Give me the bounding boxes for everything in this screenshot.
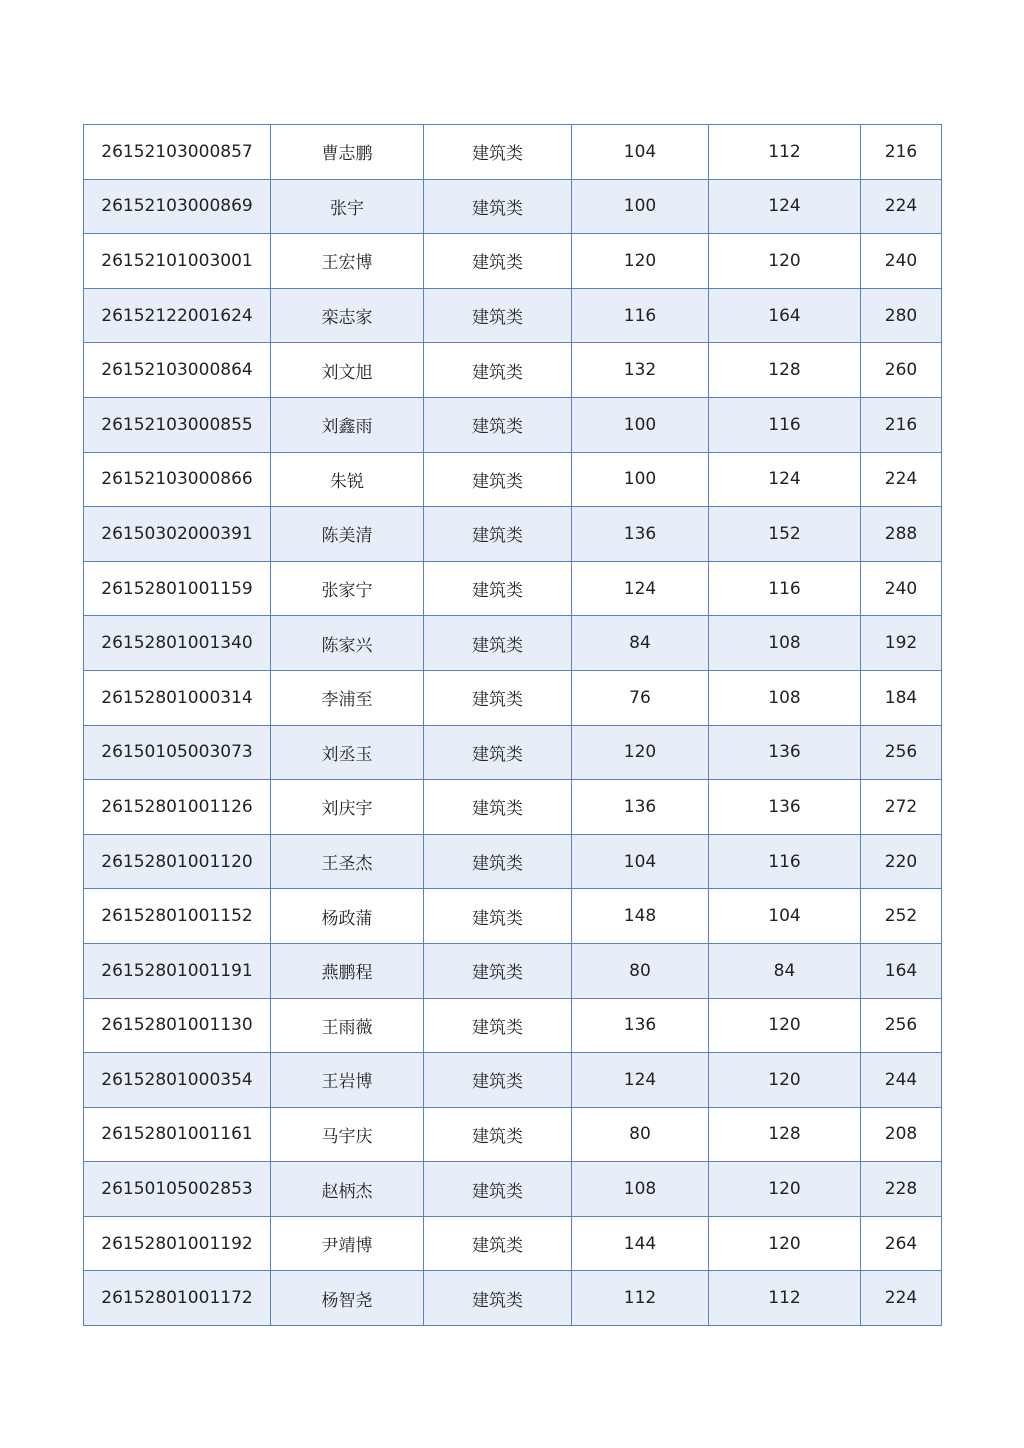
score-1-cell: 124 bbox=[572, 1053, 709, 1108]
score-table bbox=[83, 124, 942, 1326]
score-1-cell: 120 bbox=[572, 234, 709, 289]
candidate-name-cell: 张宇 bbox=[271, 179, 424, 234]
candidate-name-cell: 赵柄杰 bbox=[271, 1162, 424, 1217]
table-row bbox=[84, 397, 942, 452]
score-1-cell: 124 bbox=[572, 561, 709, 616]
score-2-cell: 136 bbox=[709, 725, 861, 780]
candidate-id-cell: 26152103000869 bbox=[84, 179, 271, 234]
table-row bbox=[84, 1162, 942, 1217]
category-cell: 建筑类 bbox=[424, 179, 572, 234]
total-score-cell: 208 bbox=[861, 1107, 942, 1162]
candidate-id-cell: 26152122001624 bbox=[84, 288, 271, 343]
score-1-cell: 100 bbox=[572, 179, 709, 234]
category-cell: 建筑类 bbox=[424, 943, 572, 998]
score-2-cell: 136 bbox=[709, 780, 861, 835]
total-score-cell: 244 bbox=[861, 1053, 942, 1108]
category-cell: 建筑类 bbox=[424, 998, 572, 1053]
score-1-cell: 112 bbox=[572, 1271, 709, 1326]
score-1-cell: 104 bbox=[572, 834, 709, 889]
score-2-cell: 116 bbox=[709, 834, 861, 889]
score-2-cell: 128 bbox=[709, 1107, 861, 1162]
score-1-cell: 148 bbox=[572, 889, 709, 944]
table-row bbox=[84, 725, 942, 780]
category-cell: 建筑类 bbox=[424, 1162, 572, 1217]
category-cell: 建筑类 bbox=[424, 288, 572, 343]
score-1-cell: 80 bbox=[572, 1107, 709, 1162]
candidate-name-cell: 朱锐 bbox=[271, 452, 424, 507]
candidate-name-cell: 刘文旭 bbox=[271, 343, 424, 398]
table-row bbox=[84, 943, 942, 998]
total-score-cell: 260 bbox=[861, 343, 942, 398]
category-cell: 建筑类 bbox=[424, 507, 572, 562]
score-1-cell: 108 bbox=[572, 1162, 709, 1217]
total-score-cell: 228 bbox=[861, 1162, 942, 1217]
category-cell: 建筑类 bbox=[424, 616, 572, 671]
category-cell: 建筑类 bbox=[424, 834, 572, 889]
score-1-cell: 104 bbox=[572, 125, 709, 180]
candidate-id-cell: 26152801001159 bbox=[84, 561, 271, 616]
score-1-cell: 136 bbox=[572, 998, 709, 1053]
candidate-name-cell: 尹靖博 bbox=[271, 1216, 424, 1271]
candidate-name-cell: 刘庆宇 bbox=[271, 780, 424, 835]
score-1-cell: 80 bbox=[572, 943, 709, 998]
score-1-cell: 132 bbox=[572, 343, 709, 398]
candidate-name-cell: 王圣杰 bbox=[271, 834, 424, 889]
score-1-cell: 120 bbox=[572, 725, 709, 780]
score-2-cell: 120 bbox=[709, 1216, 861, 1271]
total-score-cell: 256 bbox=[861, 725, 942, 780]
total-score-cell: 256 bbox=[861, 998, 942, 1053]
table-row bbox=[84, 1216, 942, 1271]
table-row bbox=[84, 670, 942, 725]
table-row bbox=[84, 125, 942, 180]
table-row bbox=[84, 1107, 942, 1162]
candidate-name-cell: 栾志家 bbox=[271, 288, 424, 343]
candidate-name-cell: 王宏博 bbox=[271, 234, 424, 289]
score-2-cell: 120 bbox=[709, 998, 861, 1053]
category-cell: 建筑类 bbox=[424, 1053, 572, 1108]
table-row bbox=[84, 343, 942, 398]
score-2-cell: 108 bbox=[709, 616, 861, 671]
score-1-cell: 136 bbox=[572, 507, 709, 562]
candidate-name-cell: 燕鹏程 bbox=[271, 943, 424, 998]
score-1-cell: 144 bbox=[572, 1216, 709, 1271]
candidate-id-cell: 26152801001130 bbox=[84, 998, 271, 1053]
candidate-id-cell: 26152801001340 bbox=[84, 616, 271, 671]
table-row bbox=[84, 780, 942, 835]
category-cell: 建筑类 bbox=[424, 670, 572, 725]
category-cell: 建筑类 bbox=[424, 561, 572, 616]
candidate-id-cell: 26152801001161 bbox=[84, 1107, 271, 1162]
score-2-cell: 128 bbox=[709, 343, 861, 398]
table-row bbox=[84, 998, 942, 1053]
candidate-name-cell: 杨政蒲 bbox=[271, 889, 424, 944]
table-row bbox=[84, 616, 942, 671]
score-2-cell: 116 bbox=[709, 561, 861, 616]
category-cell: 建筑类 bbox=[424, 125, 572, 180]
total-score-cell: 184 bbox=[861, 670, 942, 725]
table-row bbox=[84, 507, 942, 562]
table-row bbox=[84, 834, 942, 889]
candidate-name-cell: 刘鑫雨 bbox=[271, 397, 424, 452]
score-2-cell: 120 bbox=[709, 1162, 861, 1217]
candidate-id-cell: 26152103000857 bbox=[84, 125, 271, 180]
candidate-name-cell: 李浦至 bbox=[271, 670, 424, 725]
category-cell: 建筑类 bbox=[424, 780, 572, 835]
score-1-cell: 116 bbox=[572, 288, 709, 343]
table-row bbox=[84, 1271, 942, 1326]
total-score-cell: 288 bbox=[861, 507, 942, 562]
category-cell: 建筑类 bbox=[424, 1216, 572, 1271]
total-score-cell: 192 bbox=[861, 616, 942, 671]
score-2-cell: 120 bbox=[709, 234, 861, 289]
score-2-cell: 116 bbox=[709, 397, 861, 452]
category-cell: 建筑类 bbox=[424, 1271, 572, 1326]
candidate-id-cell: 26152801001191 bbox=[84, 943, 271, 998]
candidate-name-cell: 陈美清 bbox=[271, 507, 424, 562]
total-score-cell: 216 bbox=[861, 397, 942, 452]
candidate-id-cell: 26152801001152 bbox=[84, 889, 271, 944]
total-score-cell: 272 bbox=[861, 780, 942, 835]
candidate-id-cell: 26152101003001 bbox=[84, 234, 271, 289]
category-cell: 建筑类 bbox=[424, 397, 572, 452]
score-2-cell: 104 bbox=[709, 889, 861, 944]
score-2-cell: 112 bbox=[709, 1271, 861, 1326]
candidate-id-cell: 26152801001172 bbox=[84, 1271, 271, 1326]
candidate-id-cell: 26150302000391 bbox=[84, 507, 271, 562]
candidate-name-cell: 马宇庆 bbox=[271, 1107, 424, 1162]
score-1-cell: 100 bbox=[572, 397, 709, 452]
score-1-cell: 76 bbox=[572, 670, 709, 725]
score-2-cell: 164 bbox=[709, 288, 861, 343]
candidate-name-cell: 张家宁 bbox=[271, 561, 424, 616]
category-cell: 建筑类 bbox=[424, 343, 572, 398]
category-cell: 建筑类 bbox=[424, 725, 572, 780]
candidate-id-cell: 26150105003073 bbox=[84, 725, 271, 780]
category-cell: 建筑类 bbox=[424, 452, 572, 507]
candidate-id-cell: 26152103000864 bbox=[84, 343, 271, 398]
total-score-cell: 280 bbox=[861, 288, 942, 343]
candidate-id-cell: 26152801001120 bbox=[84, 834, 271, 889]
total-score-cell: 220 bbox=[861, 834, 942, 889]
total-score-cell: 224 bbox=[861, 179, 942, 234]
table-row bbox=[84, 889, 942, 944]
candidate-id-cell: 26152103000855 bbox=[84, 397, 271, 452]
candidate-id-cell: 26152801000314 bbox=[84, 670, 271, 725]
total-score-cell: 164 bbox=[861, 943, 942, 998]
table-row bbox=[84, 1053, 942, 1108]
category-cell: 建筑类 bbox=[424, 889, 572, 944]
category-cell: 建筑类 bbox=[424, 234, 572, 289]
total-score-cell: 216 bbox=[861, 125, 942, 180]
total-score-cell: 240 bbox=[861, 234, 942, 289]
total-score-cell: 252 bbox=[861, 889, 942, 944]
candidate-name-cell: 杨智尧 bbox=[271, 1271, 424, 1326]
score-2-cell: 112 bbox=[709, 125, 861, 180]
candidate-id-cell: 26152801001192 bbox=[84, 1216, 271, 1271]
total-score-cell: 224 bbox=[861, 452, 942, 507]
score-1-cell: 136 bbox=[572, 780, 709, 835]
score-1-cell: 100 bbox=[572, 452, 709, 507]
score-1-cell: 84 bbox=[572, 616, 709, 671]
table-row bbox=[84, 452, 942, 507]
score-table-body bbox=[84, 125, 942, 1326]
candidate-id-cell: 26152801001126 bbox=[84, 780, 271, 835]
candidate-id-cell: 26152103000866 bbox=[84, 452, 271, 507]
candidate-id-cell: 26152801000354 bbox=[84, 1053, 271, 1108]
score-2-cell: 120 bbox=[709, 1053, 861, 1108]
score-2-cell: 124 bbox=[709, 452, 861, 507]
candidate-name-cell: 曹志鹏 bbox=[271, 125, 424, 180]
category-cell: 建筑类 bbox=[424, 1107, 572, 1162]
table-row bbox=[84, 234, 942, 289]
candidate-name-cell: 陈家兴 bbox=[271, 616, 424, 671]
total-score-cell: 240 bbox=[861, 561, 942, 616]
score-2-cell: 152 bbox=[709, 507, 861, 562]
table-row bbox=[84, 561, 942, 616]
candidate-name-cell: 刘丞玉 bbox=[271, 725, 424, 780]
candidate-id-cell: 26150105002853 bbox=[84, 1162, 271, 1217]
table-row bbox=[84, 179, 942, 234]
total-score-cell: 224 bbox=[861, 1271, 942, 1326]
candidate-name-cell: 王岩博 bbox=[271, 1053, 424, 1108]
score-2-cell: 124 bbox=[709, 179, 861, 234]
total-score-cell: 264 bbox=[861, 1216, 942, 1271]
candidate-name-cell: 王雨薇 bbox=[271, 998, 424, 1053]
score-2-cell: 108 bbox=[709, 670, 861, 725]
score-2-cell: 84 bbox=[709, 943, 861, 998]
table-row bbox=[84, 288, 942, 343]
